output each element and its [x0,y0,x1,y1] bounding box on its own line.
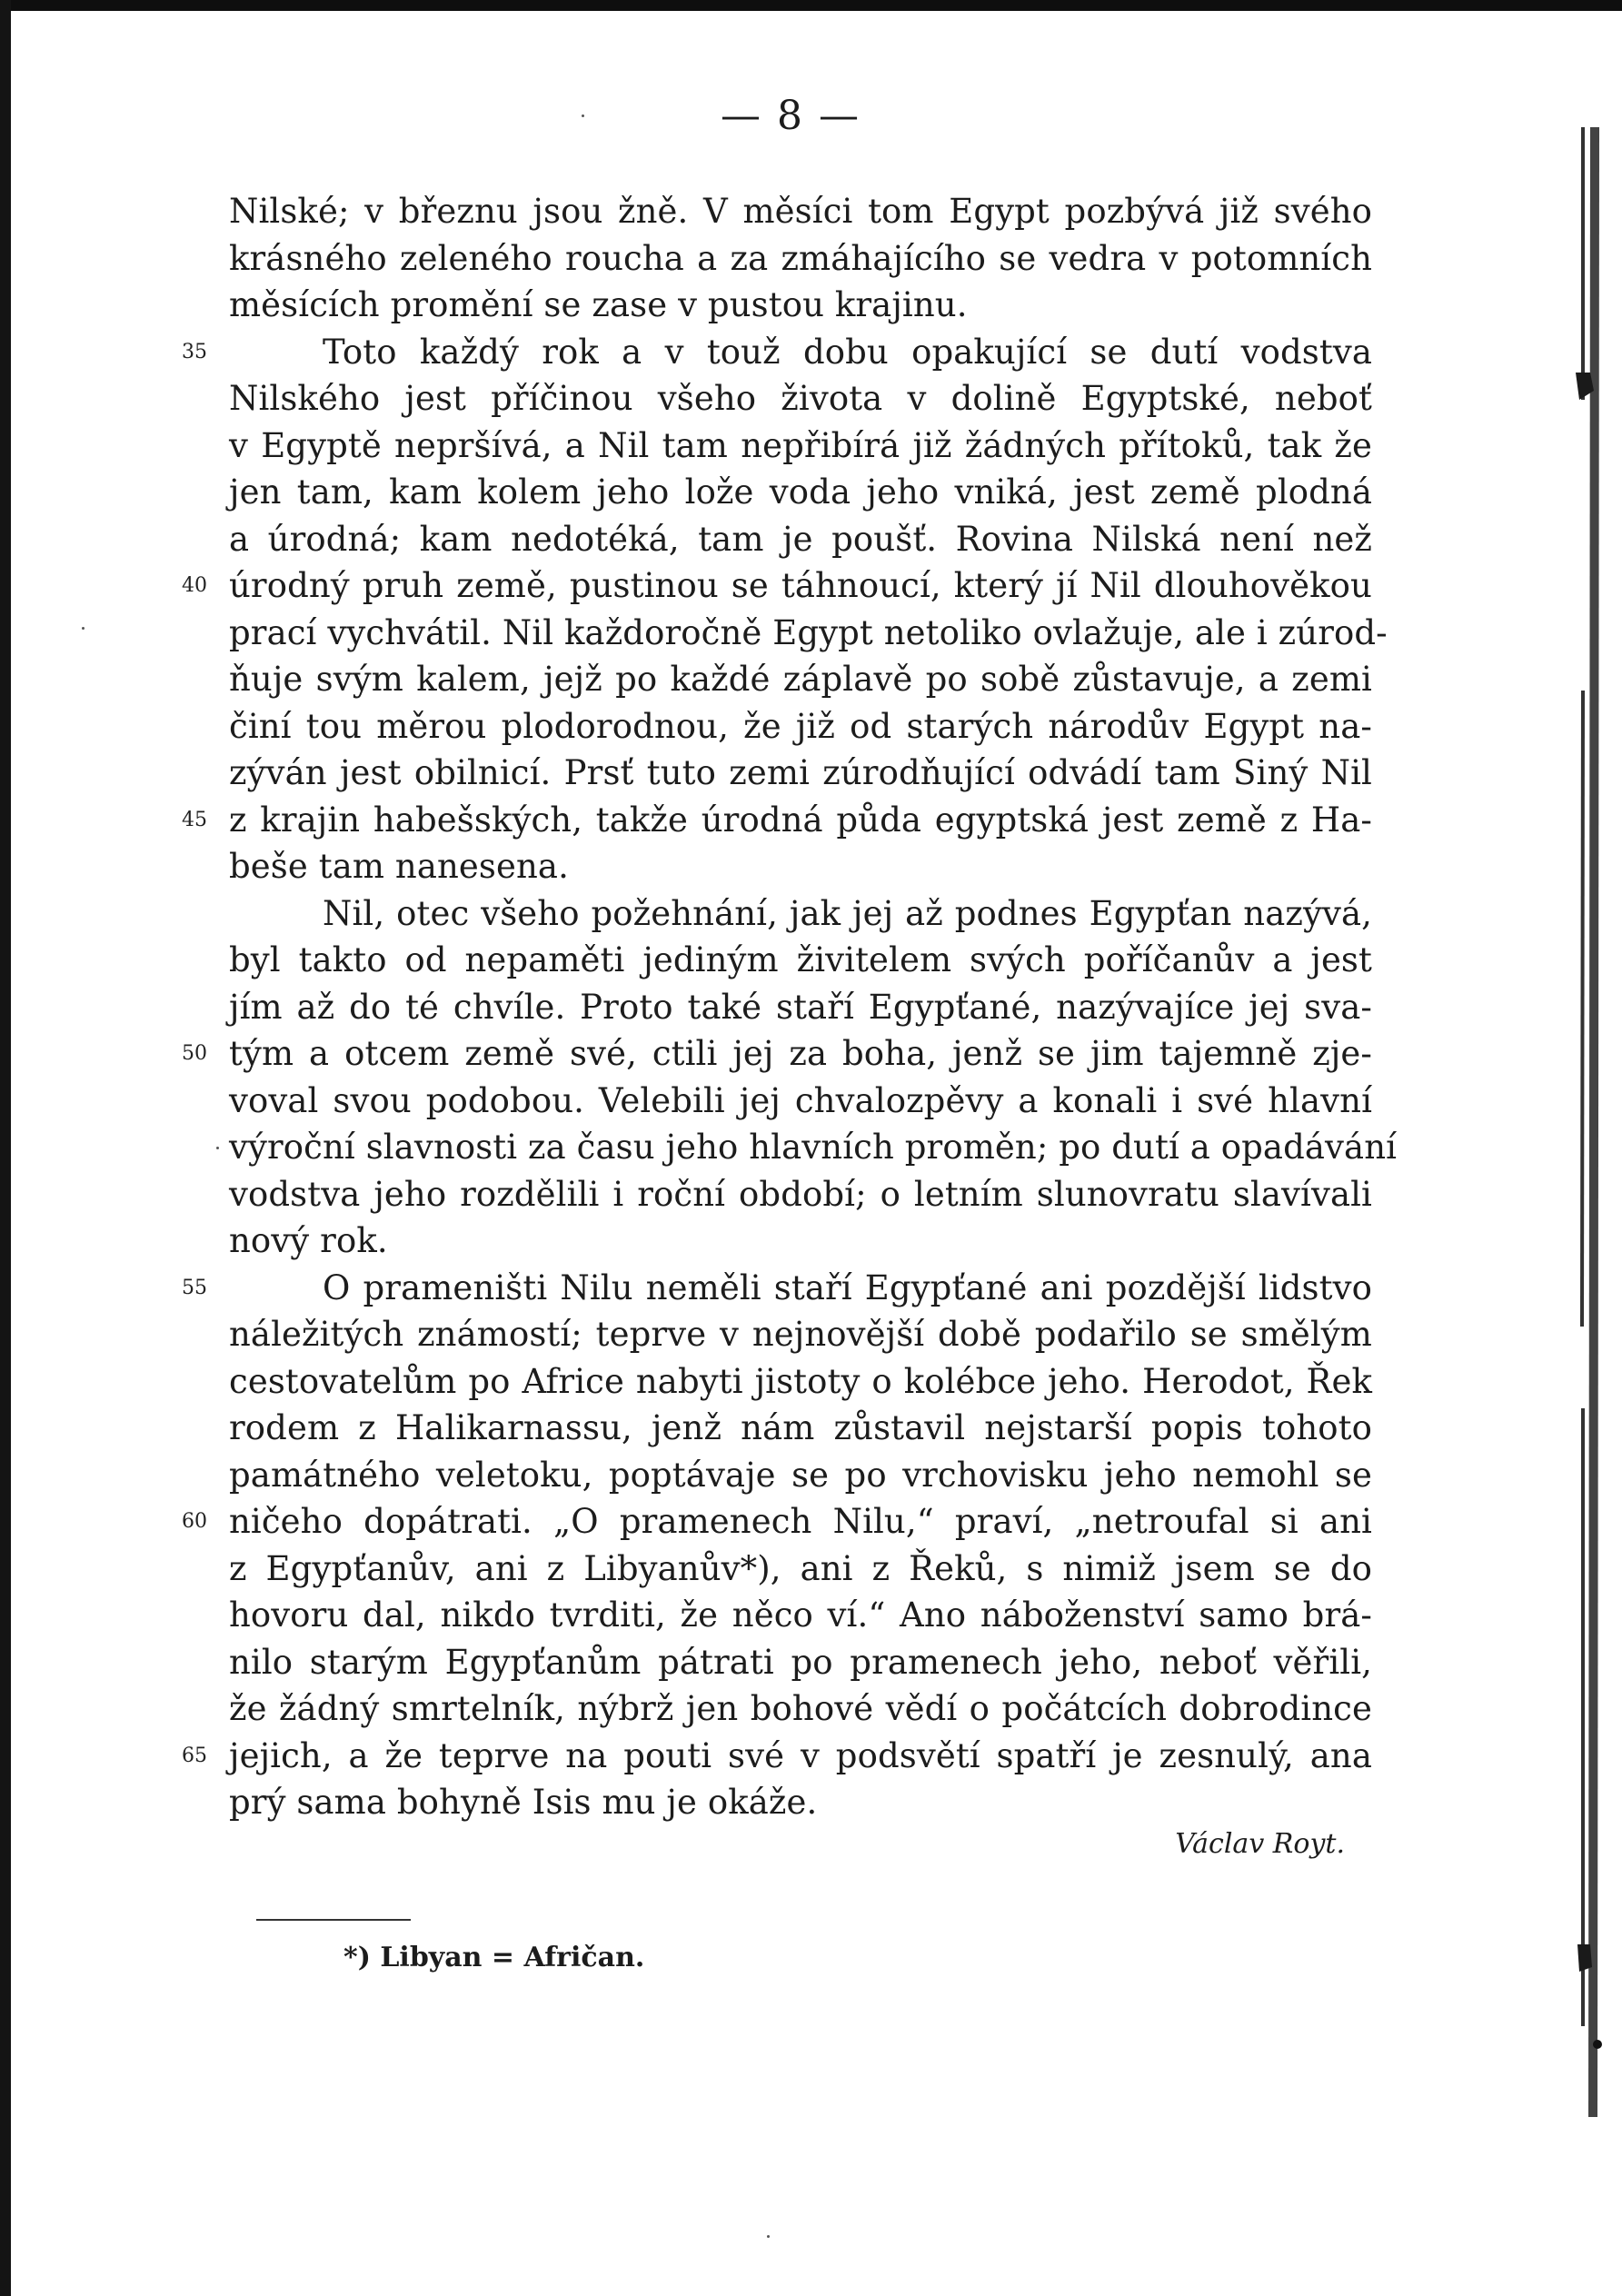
scan-top-edge [0,0,1622,11]
text-line: že žádný smrtelník, nýbrž jen bohové vědí o počátcích dobrodince [229,1689,1372,1728]
scan-speck [82,627,85,630]
text-line: a úrodná; kam nedotéká, tam je poušť. Rovina Nilská není než [229,520,1372,559]
text-line: Nil, otec všeho požehnání, jak jej až podnes Egypťan nazývá, [323,894,1372,933]
text-line: rodem z Halikarnassu, jenž nám zůstavil nejstarší popis tohoto [229,1408,1372,1447]
text-line: byl takto od nepaměti jediným živitelem svých poříčanův a jest [229,940,1372,979]
text-line: prací vychvátil. Nil každoročně Egypt netoliko ovlažuje, ale i zúrod- [229,613,1388,652]
author-signature: Václav Royt. [1175,1828,1345,1860]
scan-speck [767,2235,770,2238]
line-number: 60 [182,1510,207,1533]
line-number: 45 [182,809,207,831]
scan-left-edge [0,0,11,2296]
text-line: ňuje svým kalem, jejž po každé záplavě po sobě zůstavuje, a zemi [229,660,1372,699]
text-line: úrodný pruh země, pustinou se táhnoucí, který jí Nil dlouhověkou [229,566,1372,605]
footnote-rule [256,1919,411,1921]
line-number: 65 [182,1744,207,1767]
text-line: cestovatelům po Africe nabyti jistoty o kolébce jeho. Herodot, Řek [229,1362,1372,1401]
text-line: z krajin habešských, takže úrodná půda egyptská jest země z Ha- [229,800,1372,840]
text-line: beše tam nanesena. [229,847,569,886]
text-line: jen tam, kam kolem jeho lože voda jeho vniká, jest země plodná [229,472,1372,512]
text-line: výroční slavnosti za času jeho hlavních proměn; po dutí a opadávání [229,1128,1398,1167]
footnote: *) Libyan = Afričan. [343,1942,645,1973]
text-line: zýván jest obilnicí. Prsť tuto zemi zúrodňující odvádí tam Siný Nil [229,753,1372,792]
text-line: náležitých známostí; teprve v nejnovější době podařilo se smělým [229,1315,1372,1354]
text-line: voval svou podobou. Velebili jej chvalozpěvy a konali i své hlavní [229,1081,1372,1120]
text-line: tým a otcem země své, ctili jej za boha, jenž se jim tajemně zje- [229,1034,1372,1073]
text-line: jejich, a že teprve na pouti své v podsvětí spatří je zesnulý, ana [229,1736,1372,1775]
text-line: nový rok. [229,1221,388,1260]
text-line: prý sama bohyně Isis mu je okáže. [229,1783,818,1822]
scan-speck [582,114,584,117]
scan-speck [216,1147,219,1149]
text-line: Toto každý rok a v touž dobu opakující se dutí vodstva [323,333,1372,372]
text-line: vodstva jeho rozdělili i roční období; o letním slunovratu slavívali [229,1175,1372,1214]
line-number: 50 [182,1042,207,1065]
text-line: ničeho dopátrati. „O pramenech Nilu,“ praví, „netroufal si ani [229,1502,1372,1541]
line-number: 35 [182,341,207,363]
line-number: 40 [182,574,207,597]
text-line: jím až do té chvíle. Proto také staří Egypťané, nazývajíce jej sva- [229,988,1372,1027]
text-line: hovoru dal, nikdo tvrditi, že něco ví.“ Ano náboženství samo brá- [229,1595,1372,1635]
text-line: z Egypťanův, ani z Libyanův*), ani z Řeků, s nimiž jsem se do [229,1549,1372,1588]
text-line: nilo starým Egypťanům pátrati po pramenech jeho, neboť věřili, [229,1643,1372,1682]
text-line: činí tou měrou plodorodnou, že již od starých národův Egypt na- [229,707,1372,746]
text-line: Nilského jest příčinou všeho života v dolině Egyptské, neboť [229,379,1372,418]
text-line: památného veletoku, poptávaje se po vrchovisku jeho nemohl se [229,1456,1372,1495]
text-line: v Egyptě nepršívá, a Nil tam nepřibírá již žádných přítoků, tak že [229,426,1372,465]
text-line: měsících promění se zase v pustou krajinu. [229,285,968,324]
page-number: — 8 — [721,93,861,139]
text-line: O prameništi Nilu neměli staří Egypťané ani pozdější lidstvo [323,1268,1372,1307]
text-line: krásného zeleného roucha a za zmáhajícího se vedra v potomních [229,239,1372,278]
scan-binding-edge [1545,100,1608,2126]
line-number: 55 [182,1277,207,1299]
text-line: Nilské; v březnu jsou žně. V měsíci tom Egypt pozbývá již svého [229,192,1372,231]
